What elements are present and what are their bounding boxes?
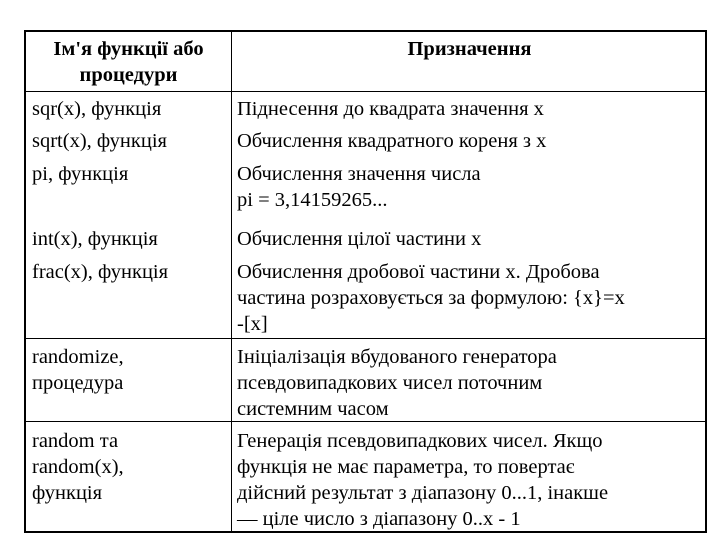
header-name-line2: процедури <box>79 64 178 86</box>
table-row-name: pi, функція <box>32 163 129 185</box>
header-name-line1: Ім'я функції або <box>53 38 204 60</box>
header-name-column <box>26 36 231 88</box>
row-divider <box>26 338 705 339</box>
table-row-name: frac(x), функція <box>32 261 169 283</box>
table-row-purpose: Обчислення цілої частини x <box>237 228 482 250</box>
table-row-purpose: Генерація псевдовипадкових чисел. Якщо функція не має параметра, то повертає дійсний результат з діапазону 0...1, інакше — ціле число з діапазону 0..x - 1 <box>237 430 609 530</box>
header-divider <box>26 91 705 92</box>
header-purpose: Призначення <box>407 38 532 60</box>
table-row-name: randomize, процедура <box>32 346 124 394</box>
table-row-name: random та random(x), функція <box>32 430 124 504</box>
table-row-purpose: Обчислення дробової частини x. Дробова частина розраховується за формулою: {x}=x -[x] <box>237 261 625 335</box>
table-row-name: sqrt(x), функція <box>32 130 167 152</box>
table-row-purpose: Піднесення до квадрата значення x <box>237 98 544 120</box>
table-row-name: sqr(x), функція <box>32 98 162 120</box>
header-purpose-column <box>232 36 707 62</box>
column-divider <box>231 32 232 531</box>
table-row-purpose: Ініціалізація вбудованого генератора псевдовипадкових чисел поточним системним часом <box>237 346 557 420</box>
table-row-purpose: Обчислення значення числа pi = 3,14159265... <box>237 163 481 211</box>
table-row-purpose: Обчислення квадратного кореня з x <box>237 130 547 152</box>
table-row-name: int(x), функція <box>32 228 158 250</box>
functions-table <box>24 30 707 533</box>
